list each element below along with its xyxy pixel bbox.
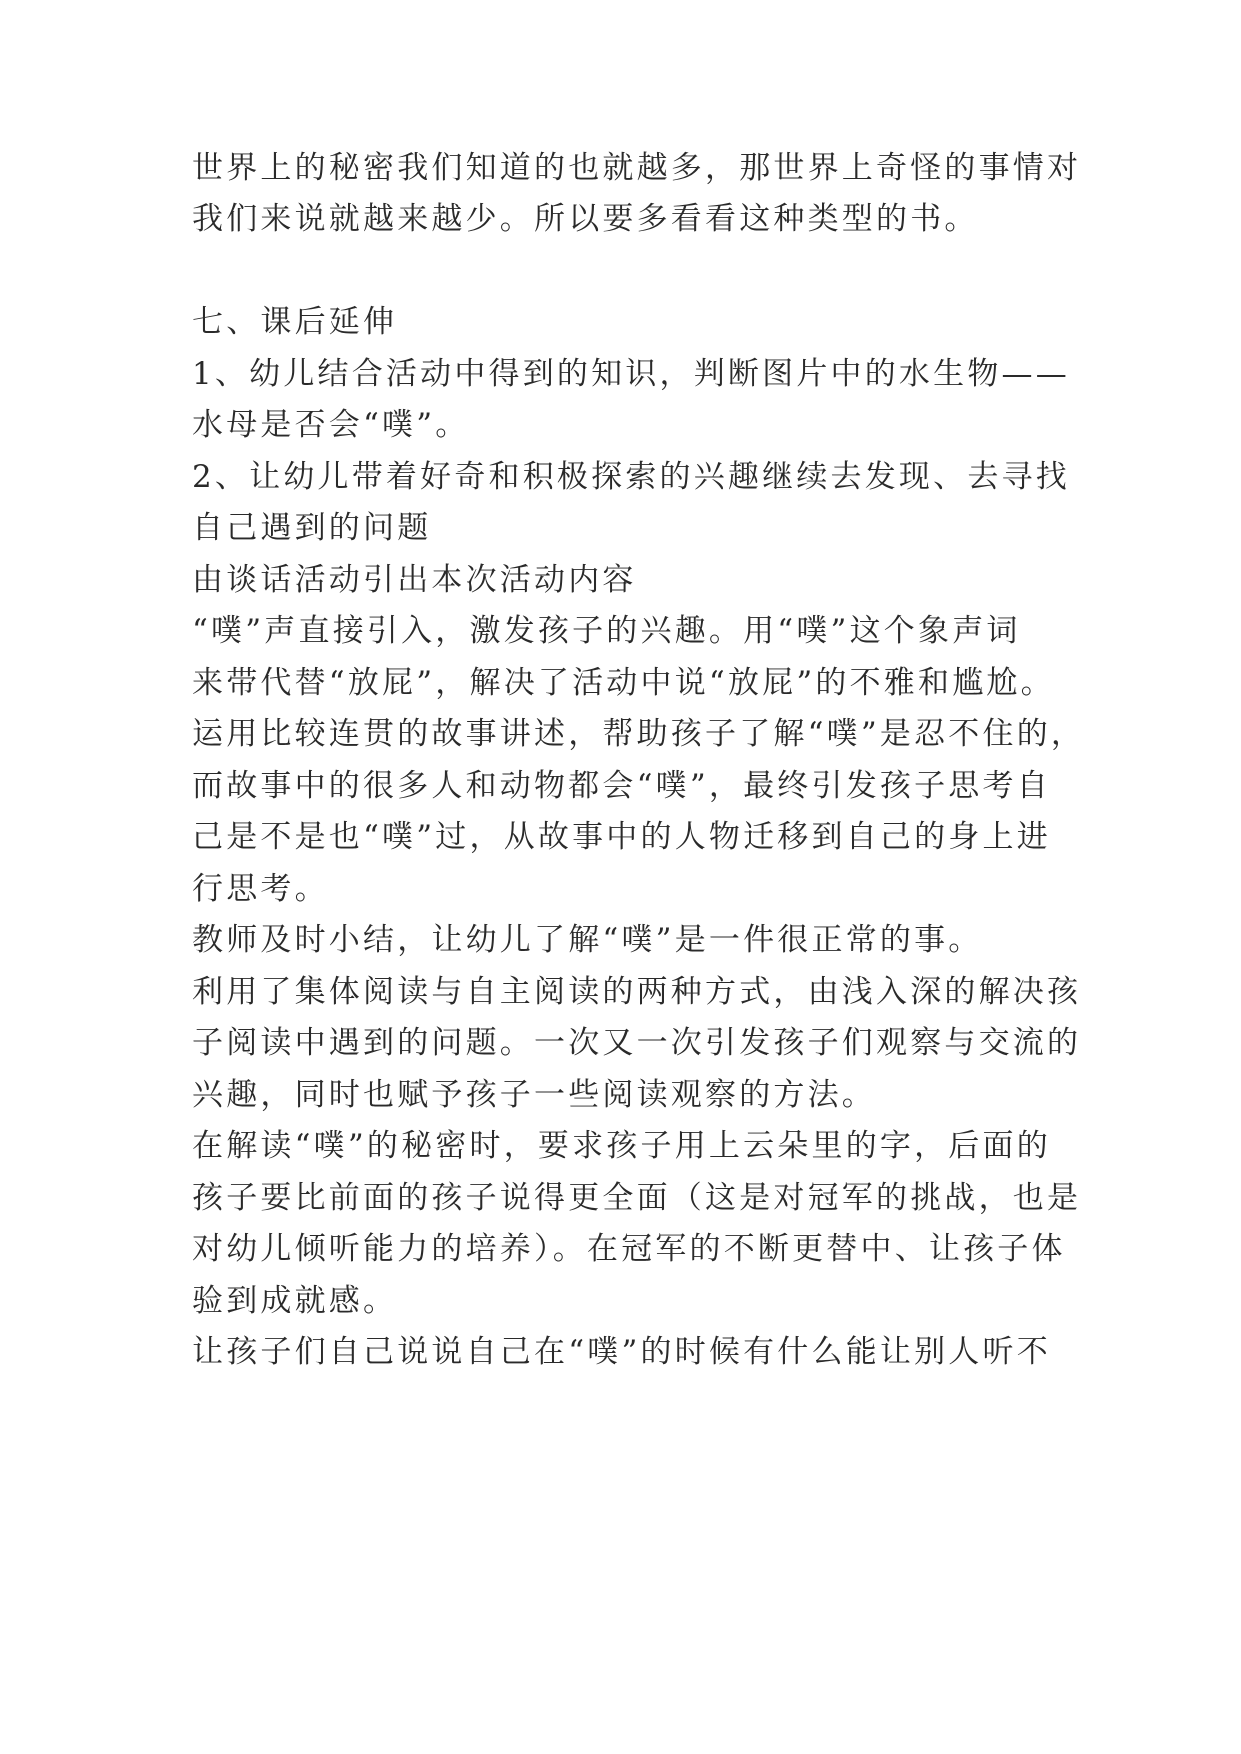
- text-line: 孩子要比前面的孩子说得更全面（这是对冠军的挑战，也是: [192, 1180, 1082, 1216]
- text-line: 验到成就感。: [192, 1283, 398, 1319]
- text-line: 运用比较连贯的故事讲述，帮助孩子了解“噗”是忍不住的，: [192, 716, 1086, 752]
- text-line: 利用了集体阅读与自主阅读的两种方式，由浅入深的解决孩: [192, 974, 1082, 1010]
- text-line: 兴趣，同时也赋予孩子一些阅读观察的方法。: [192, 1077, 876, 1113]
- text-line: 子阅读中遇到的问题。一次又一次引发孩子们观察与交流的: [192, 1025, 1082, 1061]
- text-line: 对幼儿倾听能力的培养）。在冠军的不断更替中、让孩子体: [192, 1231, 1066, 1267]
- text-line: 1、幼儿结合活动中得到的知识，判断图片中的水生物——: [192, 356, 1070, 392]
- text-line: 自己遇到的问题: [192, 510, 432, 546]
- text-line: 行思考。: [192, 871, 329, 907]
- section-heading: 七、课后延伸: [192, 304, 398, 340]
- text-line: 我们来说就越来越少。所以要多看看这种类型的书。: [192, 201, 979, 237]
- text-line: 世界上的秘密我们知道的也就越多，那世界上奇怪的事情对: [192, 150, 1082, 186]
- text-line: 水母是否会“噗”。: [192, 407, 470, 443]
- text-line: 2、让幼儿带着好奇和积极探索的兴趣继续去发现、去寻找: [192, 459, 1070, 495]
- text-line: 教师及时小结，让幼儿了解“噗”是一件很正常的事。: [192, 922, 983, 958]
- text-line: 在解读“噗”的秘密时，要求孩子用上云朵里的字，后面的: [192, 1128, 1051, 1164]
- text-line: “噗”声直接引入，激发孩子的兴趣。用“噗”这个象声词: [192, 613, 1021, 649]
- text-line: 让孩子们自己说说自己在“噗”的时候有什么能让别人听不: [192, 1334, 1051, 1370]
- text-line: 来带代替“放屁”，解决了活动中说“放屁”的不雅和尴尬。: [192, 665, 1055, 701]
- text-line: 由谈话活动引出本次活动内容: [192, 562, 637, 598]
- text-line: 而故事中的很多人和动物都会“噗”，最终引发孩子思考自: [192, 768, 1051, 804]
- text-line: 己是不是也“噗”过，从故事中的人物迁移到自己的身上进: [192, 819, 1051, 855]
